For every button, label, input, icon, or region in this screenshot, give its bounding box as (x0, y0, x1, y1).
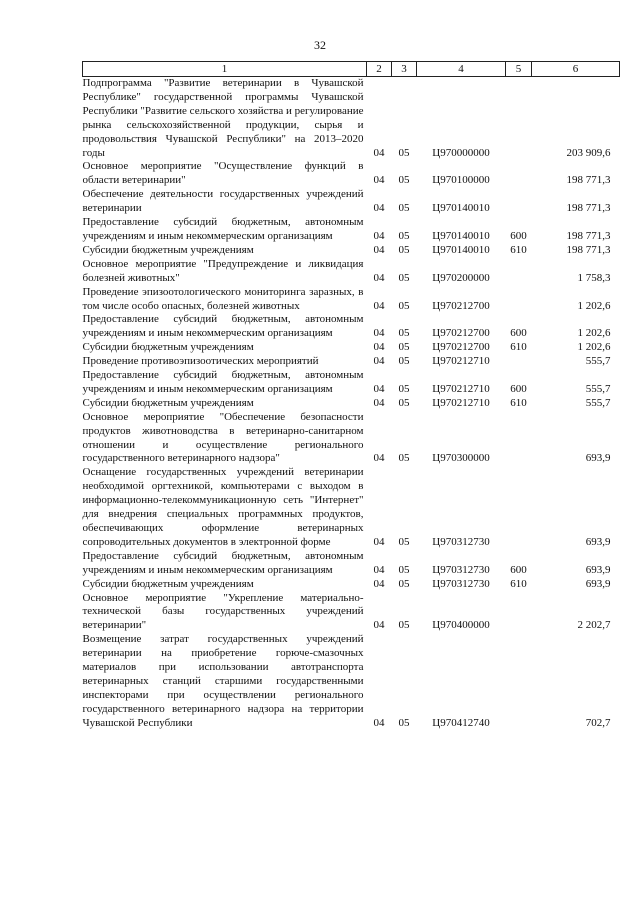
row-name-text: Предоставление субсидий бюджетным, автономным учреждениям и иным некоммерческим организациям (82, 216, 364, 242)
row-section: 04 (373, 577, 385, 590)
column-header-6: 6 (532, 62, 620, 77)
row-subsection: 05 (398, 327, 410, 340)
row-name-text: Оснащение государственных учреждений ветеринарии необходимой оргтехникой, компьютерами с выходом в информационно-телекоммуникационную сеть "Интернет" для внедрения специальных программных продуктов, обеспечивающих оформление ветеринарных сопроводительных документов в электронной форме (82, 466, 364, 548)
row-name (83, 397, 367, 411)
table-row (83, 188, 620, 216)
table-row (83, 411, 620, 467)
column-header-3: 3 (392, 62, 417, 77)
row-amount: 198 771,3 (566, 229, 611, 242)
row-amount: 693,9 (585, 535, 611, 548)
row-target-article: Ц970140010 (432, 202, 490, 215)
table-row (83, 341, 620, 355)
row-target-article: Ц970312730 (432, 563, 490, 576)
row-name (83, 216, 367, 244)
row-section: 04 (373, 396, 385, 409)
table-row (83, 258, 620, 286)
row-name (83, 592, 367, 634)
row-subsection: 05 (398, 243, 410, 256)
column-header-4: 4 (417, 62, 506, 77)
row-name (83, 633, 367, 730)
row-name-text: Предоставление субсидий бюджетным, автономным учреждениям и иным некоммерческим организациям (82, 369, 364, 395)
row-amount: 555,7 (585, 355, 611, 368)
row-target-article: Ц970140010 (432, 243, 490, 256)
row-amount: 198 771,3 (566, 202, 611, 215)
row-target-article: Ц970212700 (432, 341, 490, 354)
row-name (83, 550, 367, 578)
row-name (83, 355, 367, 369)
row-target-article: Ц970400000 (432, 619, 490, 632)
row-target-article: Ц970200000 (432, 271, 490, 284)
row-name (83, 466, 367, 549)
row-amount: 1 202,6 (577, 341, 611, 354)
row-subsection: 05 (398, 341, 410, 354)
row-name (83, 258, 367, 286)
table-row (83, 466, 620, 549)
row-name (83, 160, 367, 188)
row-target-article: Ц970312730 (432, 535, 490, 548)
row-name (83, 411, 367, 467)
row-amount: 1 202,6 (577, 299, 611, 312)
row-target-article: Ц970212700 (432, 327, 490, 340)
row-name (83, 188, 367, 216)
row-name (83, 244, 367, 258)
row-target-article: Ц970212710 (432, 396, 490, 409)
row-section: 04 (373, 243, 385, 256)
row-subsection: 05 (398, 202, 410, 215)
row-section: 04 (373, 327, 385, 340)
row-name (83, 369, 367, 397)
row-target-article: Ц970412740 (432, 716, 490, 729)
row-target-article: Ц970212710 (432, 382, 490, 395)
table-row (83, 77, 620, 161)
row-target-article: Ц970300000 (432, 452, 490, 465)
table-row (83, 397, 620, 411)
column-header-1: 1 (83, 62, 367, 77)
row-name-text: Основное мероприятие "Обеспечение безопасности продуктов животноводства в ветеринарно-санитарном отношении и осуществление регионального государственного ветеринарного надзора" (82, 410, 364, 465)
row-expense-type: 600 (510, 229, 527, 242)
row-amount: 693,9 (585, 563, 611, 576)
row-expense-type (506, 466, 532, 549)
budget-table (82, 61, 620, 731)
table-row (83, 369, 620, 397)
row-section: 04 (373, 619, 385, 632)
row-expense-type (506, 160, 532, 188)
row-name-text: Обеспечение деятельности государственных учреждений ветеринарии (82, 188, 364, 215)
row-subsection: 05 (398, 535, 410, 548)
row-amount: 1 202,6 (577, 327, 611, 340)
row-expense-type (506, 355, 532, 369)
row-expense-type (506, 77, 532, 161)
row-target-article: Ц970312730 (432, 577, 490, 590)
row-expense-type: 600 (510, 563, 527, 576)
row-section: 04 (373, 341, 385, 354)
row-section: 04 (373, 202, 385, 215)
row-expense-type: 600 (510, 327, 527, 340)
row-name-text: Проведение противоэпизоотических мероприятий (82, 355, 319, 368)
row-name (83, 578, 367, 592)
row-subsection: 05 (398, 563, 410, 576)
table-row (83, 160, 620, 188)
table-row (83, 286, 620, 314)
row-subsection: 05 (398, 619, 410, 632)
row-expense-type: 610 (510, 396, 527, 409)
table-row (83, 355, 620, 369)
row-subsection: 05 (398, 382, 410, 395)
row-name-text: Субсидии бюджетным учреждениям (82, 341, 254, 354)
row-name-text: Субсидии бюджетным учреждениям (82, 243, 254, 256)
row-expense-type: 610 (510, 243, 527, 256)
row-subsection: 05 (398, 146, 410, 159)
table-row (83, 578, 620, 592)
row-target-article: Ц970140010 (432, 229, 490, 242)
row-amount: 693,9 (585, 452, 611, 465)
row-section: 04 (373, 535, 385, 548)
row-subsection: 05 (398, 174, 410, 187)
row-amount: 198 771,3 (566, 174, 611, 187)
row-target-article: Ц970212700 (432, 299, 490, 312)
table-row (83, 244, 620, 258)
table-row (83, 633, 620, 730)
table-row (83, 550, 620, 578)
row-name (83, 313, 367, 341)
row-section: 04 (373, 452, 385, 465)
row-subsection: 05 (398, 452, 410, 465)
row-section: 04 (373, 382, 385, 395)
row-subsection: 05 (398, 229, 410, 242)
row-section: 04 (373, 146, 385, 159)
row-expense-type (506, 633, 532, 730)
row-expense-type (506, 188, 532, 216)
row-name-text: Основное мероприятие "Укрепление материально-технической базы государственных учреждений ветеринарии" (82, 591, 364, 632)
row-section: 04 (373, 355, 385, 368)
row-subsection: 05 (398, 396, 410, 409)
row-expense-type: 610 (510, 341, 527, 354)
row-amount: 555,7 (585, 396, 611, 409)
row-name-text: Субсидии бюджетным учреждениям (82, 577, 254, 590)
row-expense-type: 600 (510, 382, 527, 395)
row-amount: 203 909,6 (566, 146, 611, 159)
row-section: 04 (373, 229, 385, 242)
row-expense-type (506, 411, 532, 467)
row-section: 04 (373, 563, 385, 576)
row-expense-type (506, 592, 532, 634)
row-name-text: Основное мероприятие "Предупреждение и ликвидация болезней животных" (82, 257, 364, 284)
row-amount: 555,7 (585, 382, 611, 395)
row-name (83, 286, 367, 314)
column-header-2: 2 (367, 62, 392, 77)
row-subsection: 05 (398, 299, 410, 312)
row-amount: 702,7 (585, 716, 611, 729)
table-row (83, 313, 620, 341)
row-subsection: 05 (398, 355, 410, 368)
row-target-article: Ц970212710 (432, 355, 490, 368)
row-name-text: Предоставление субсидий бюджетным, автономным учреждениям и иным некоммерческим организациям (82, 313, 364, 340)
row-subsection: 05 (398, 716, 410, 729)
row-name-text: Основное мероприятие "Осуществление функций в области ветеринарии" (82, 160, 364, 187)
table-body (83, 77, 620, 731)
row-name-text: Подпрограмма "Развитие ветеринарии в Чувашской Республике" государственной программы Чувашской Республики "Развитие сельского хозяйства и регулирование рынка сельскохозяйственной продукции, сырья и продовольствия Чувашской Республики" на 2013–2020 годы (82, 77, 364, 159)
row-section: 04 (373, 271, 385, 284)
row-expense-type (506, 258, 532, 286)
page-number: 32 (314, 38, 326, 52)
row-name-text: Возмещение затрат государственных учреждений ветеринарии на приобретение горюче-смазочных материалов при использовании автотранспорта ветеринарных станций старшими государственными инспекторами при осуществлении регионального государственного ветеринарного надзора на территории Чувашской Республики (82, 633, 364, 729)
row-section: 04 (373, 716, 385, 729)
row-expense-type: 610 (510, 577, 527, 590)
row-section: 04 (373, 174, 385, 187)
row-amount: 198 771,3 (566, 243, 611, 256)
row-amount: 2 202,7 (577, 619, 611, 632)
row-subsection: 05 (398, 577, 410, 590)
row-name (83, 341, 367, 355)
row-amount: 1 758,3 (577, 271, 611, 284)
row-amount: 693,9 (585, 577, 611, 590)
row-section: 04 (373, 299, 385, 312)
row-name-text: Субсидии бюджетным учреждениям (82, 396, 254, 409)
row-target-article: Ц970000000 (432, 146, 490, 159)
row-subsection: 05 (398, 271, 410, 284)
column-header-5: 5 (506, 62, 532, 77)
table-row (83, 216, 620, 244)
row-name-text: Предоставление субсидий бюджетным, автономным учреждениям и иным некоммерческим организациям (82, 549, 364, 576)
row-target-article: Ц970100000 (432, 174, 490, 187)
row-expense-type (506, 286, 532, 314)
table-header-row (83, 62, 620, 77)
row-name-text: Проведение эпизоотологического мониторинга заразных, в том числе особо опасных, болезней животных (82, 285, 364, 312)
row-name (83, 77, 367, 161)
table-row (83, 592, 620, 634)
